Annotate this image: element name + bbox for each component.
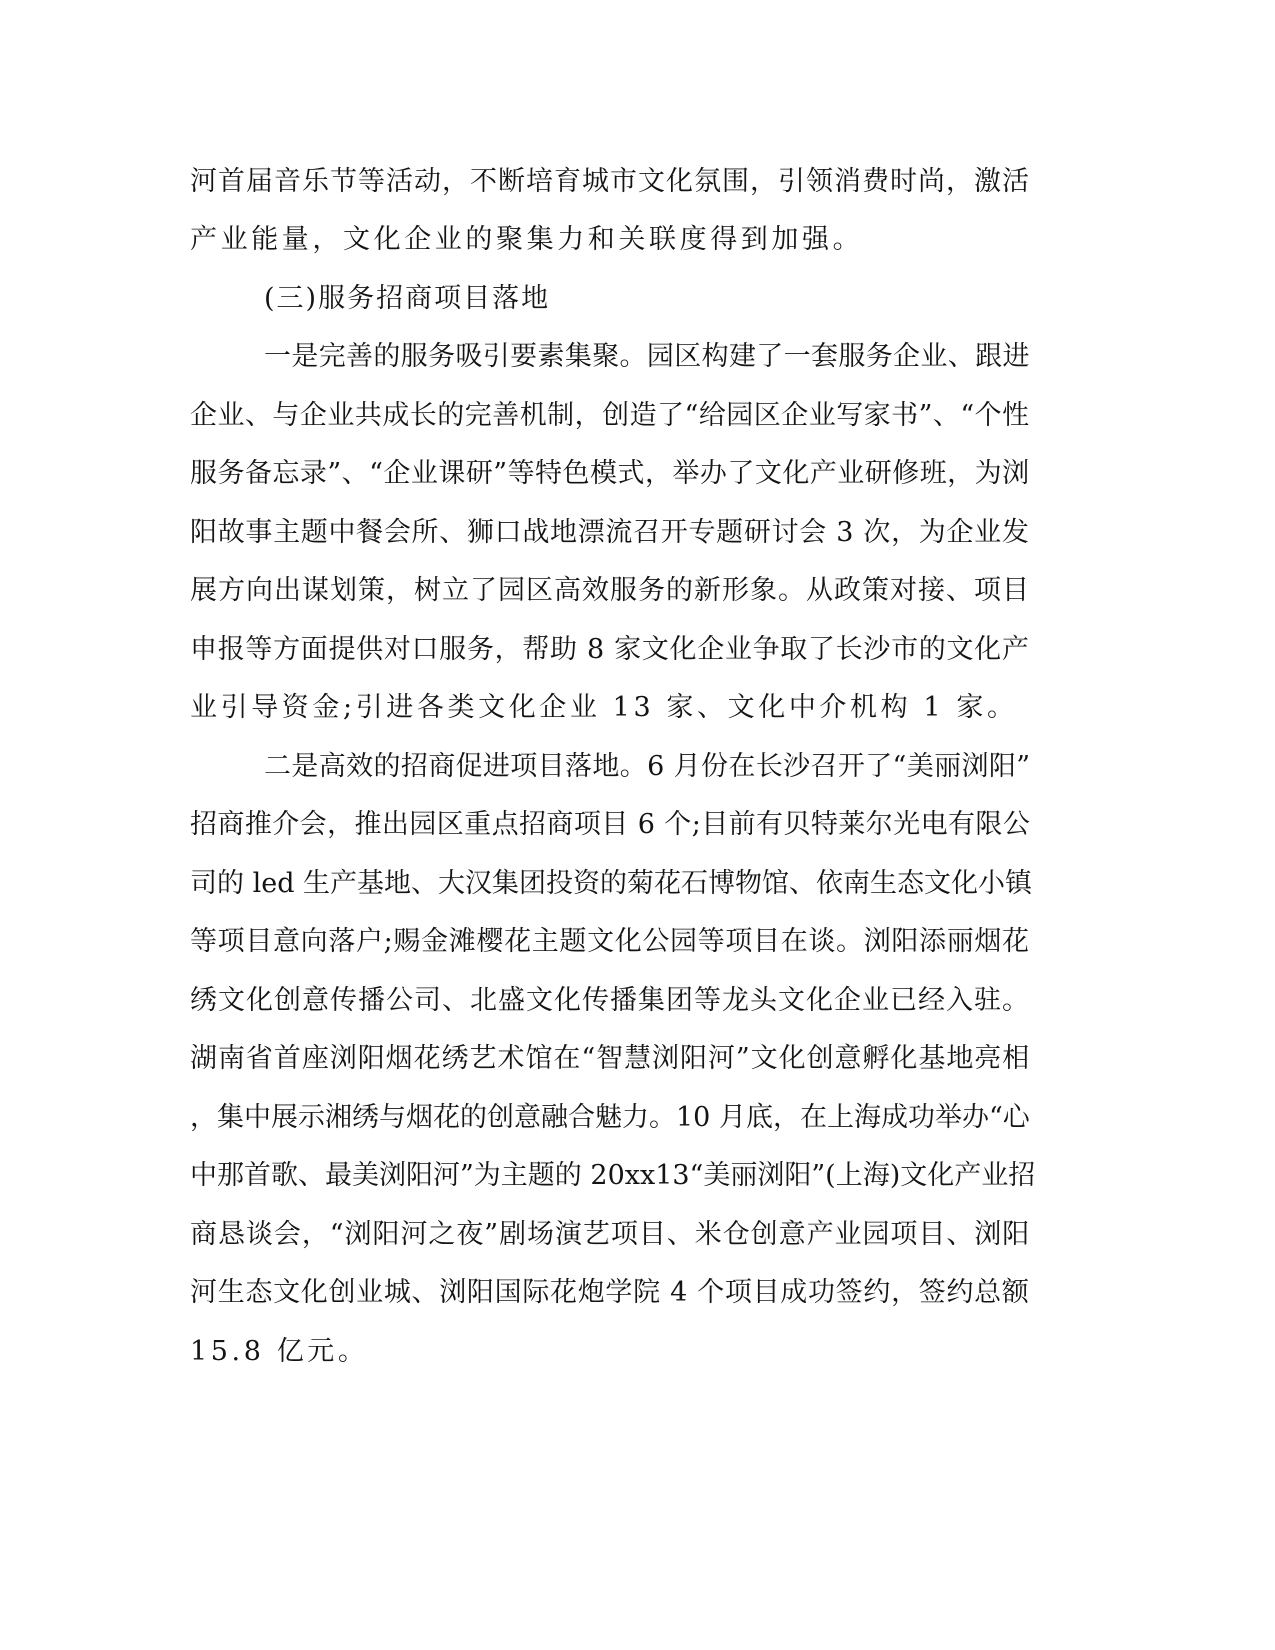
paragraph-line: 司的 led 生产基地、大汉集团投资的菊花石博物馆、依南生态文化小镇 bbox=[190, 868, 1033, 899]
paragraph-line: 一是完善的服务吸引要素集聚。园区构建了一套服务企业、跟进 bbox=[264, 341, 1030, 372]
paragraph-line: ，集中展示湘绣与烟花的创意融合魅力。10 月底，在上海成功举办“心 bbox=[190, 1102, 1030, 1133]
paragraph-line: 服务备忘录”、“企业课研”等特色模式，举办了文化产业研修班，为浏 bbox=[190, 458, 1030, 489]
paragraph-line: 河生态文化创业城、浏阳国际花炮学院 4 个项目成功签约，签约总额 bbox=[190, 1277, 1030, 1308]
paragraph-line: 企业、与企业共成长的完善机制，创造了“给园区企业写家书”、“个性 bbox=[190, 400, 1030, 431]
paragraph-line: 中那首歌、最美浏阳河”为主题的 20xx13“美丽浏阳”(上海)文化产业招 bbox=[190, 1160, 1036, 1191]
paragraph-line: 业引导资金;引进各类文化企业 13 家、文化中介机构 1 家。 bbox=[190, 692, 1018, 723]
section-heading: (三)服务招商项目落地 bbox=[264, 283, 551, 314]
paragraph-line: 招商推介会，推出园区重点招商项目 6 个;目前有贝特莱尔光电有限公 bbox=[190, 809, 1031, 840]
paragraph-line: 15.8 亿元。 bbox=[190, 1336, 369, 1367]
paragraph-line: 阳故事主题中餐会所、狮口战地漂流召开专题研讨会 3 次，为企业发 bbox=[190, 517, 1030, 548]
paragraph-line: 展方向出谋划策，树立了园区高效服务的新形象。从政策对接、项目 bbox=[190, 575, 1030, 606]
paragraph-line: 河首届音乐节等活动，不断培育城市文化氛围，引领消费时尚，激活 bbox=[190, 166, 1030, 197]
paragraph-line: 等项目意向落户;赐金滩樱花主题文化公园等项目在谈。浏阳添丽烟花 bbox=[190, 926, 1030, 957]
paragraph-line: 二是高效的招商促进项目落地。6 月份在长沙召开了“美丽浏阳” bbox=[264, 751, 1031, 782]
paragraph-line: 申报等方面提供对口服务，帮助 8 家文化企业争取了长沙市的文化产 bbox=[190, 634, 1030, 665]
paragraph-line: 商恳谈会，“浏阳河之夜”剧场演艺项目、米仓创意产业园项目、浏阳 bbox=[190, 1219, 1031, 1250]
paragraph-line: 产业能量，文化企业的聚集力和关联度得到加强。 bbox=[190, 224, 864, 255]
paragraph-line: 湖南省首座浏阳烟花绣艺术馆在“智慧浏阳河”文化创意孵化基地亮相 bbox=[190, 1043, 1031, 1074]
paragraph-line: 绣文化创意传播公司、北盛文化传播集团等龙头文化企业已经入驻。 bbox=[190, 985, 1030, 1016]
